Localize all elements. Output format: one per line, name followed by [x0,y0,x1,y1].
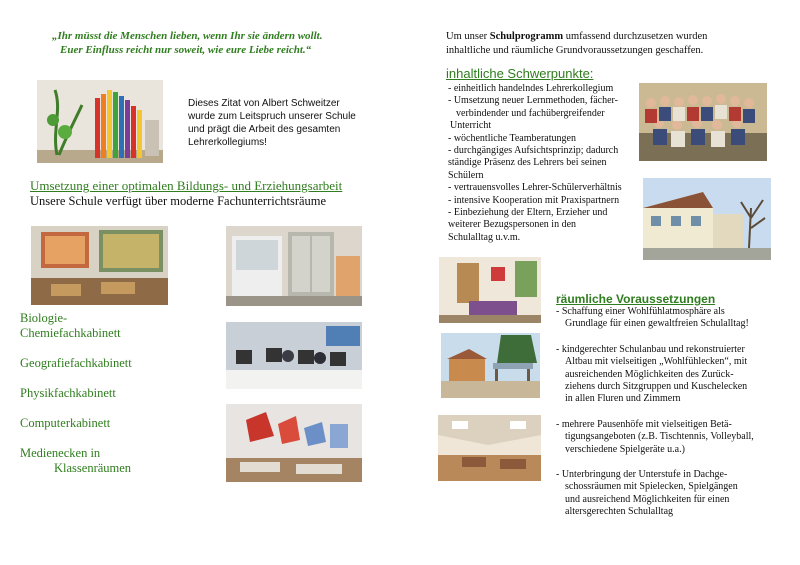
caption-line: wurde zum Leitspruch unserer Schule [188,111,356,122]
art-wall-photo [37,80,163,163]
room-media: Medienecken in [20,446,101,460]
list-item: - wöchentliche Teamberatungen [448,132,576,144]
spatial-requirements-list [556,306,786,532]
list-item: - Unterbringung der Unterstufe in Dachge- schossräumen mit Spielecken, Spielgängen und ausreichend Möglichkeiten für einen altersgerechten Schulalltag [556,469,738,518]
list-item: - Umsetzung neuer Lernmethoden, fächer- verbindender und fachübergreifender Unterricht [448,95,618,132]
list-item: - Einbeziehung der Eltern, Erzieher und weiterer Bezugspersonen in den Schulalltag u.v.m. [448,207,608,243]
teacher-group-photo [639,83,767,161]
specialist-rooms-list [20,311,200,491]
room-media-cont: Klassenräumen [54,461,132,475]
intro-bold: Schulprogramm [489,31,564,42]
list-item: - mehrere Pausenhöfe mit vielseitigen Betä- tigungsangeboten (z.B. Tischtennis, Volleyball, verschiedene Spielgeräte u.a.) [556,418,754,455]
caption-line: und prägt die Arbeit des gesamten [188,124,341,135]
caption-line: Dieses Zitat von Albert Schweitzer [188,98,340,109]
schoolyard-playground-photo [441,333,540,398]
spatial-requirements-heading: räumliche Voraussetzungen [556,292,716,306]
intro-text: Um unser [446,31,490,42]
list-item: - kindgerechter Schulanbau und rekonstruierter Altbau mit vielseitigen „Wohlfühlecken“, mit ausreichenden Möglichkeiten des Zurück- ziehens durch Sitzgruppen und Kuschelecken in allen Fluren und Zimmern [556,343,748,405]
quote-caption [188,97,358,149]
quote-line-1: „Ihr müsst die Menschen lieben, wenn Ihr sie ändern wollt. [52,30,323,42]
list-item: - Schaffung einer Wohlfühlatmosphäre als Grundlage für einen gewaltfreien Schulalltag! [556,306,749,330]
intro-text-post: umfassend durchzusetzen wurden [563,31,708,42]
room-geography: Geografiefachkabinett [20,356,132,370]
caption-line: Lehrerkollegiums! [188,137,267,148]
school-program-intro [446,30,776,58]
list-item: - einheitlich handelndes Lehrerkollegium [448,83,614,94]
school-building-photo [643,178,771,260]
content-focus-heading: inhaltliche Schwerpunkte: [446,66,594,81]
cozy-corner-photo [439,257,541,323]
schweitzer-quote [52,29,362,57]
education-subheading: Unsere Schule verfügt über moderne Fachunterrichtsräume [30,194,327,208]
list-item: - vertrauensvolles Lehrer-Schülerverhältnis [448,182,622,194]
list-item: - intensive Kooperation mit Praxispartnern [448,194,620,206]
room-biology: Biologie- [20,311,68,325]
education-heading: Umsetzung einer optimalen Bildungs- und Erziehungsarbeit [30,178,343,193]
geography-room-photo [31,226,168,305]
computer-room-photo [226,322,362,389]
room-computer: Computerkabinett [20,416,111,430]
quote-line-2: Euer Einfluss reicht nur soweit, wie eure Liebe reicht.“ [60,44,312,56]
classroom-media-photo [226,404,362,482]
attic-room-photo [438,415,541,481]
list-item: - durchgängiges Aufsichtsprinzip; dadurch ständige Präsenz des Lehrers bei seinen Schülern [448,145,619,181]
room-physics: Physikfachkabinett [20,386,116,400]
intro-line-2: inhaltliche und räumliche Grundvoraussetzungen geschaffen. [446,45,704,56]
room-chemistry: Chemiefachkabinett [20,326,121,340]
chemistry-lab-photo [226,226,362,306]
content-focus-list [440,83,645,244]
